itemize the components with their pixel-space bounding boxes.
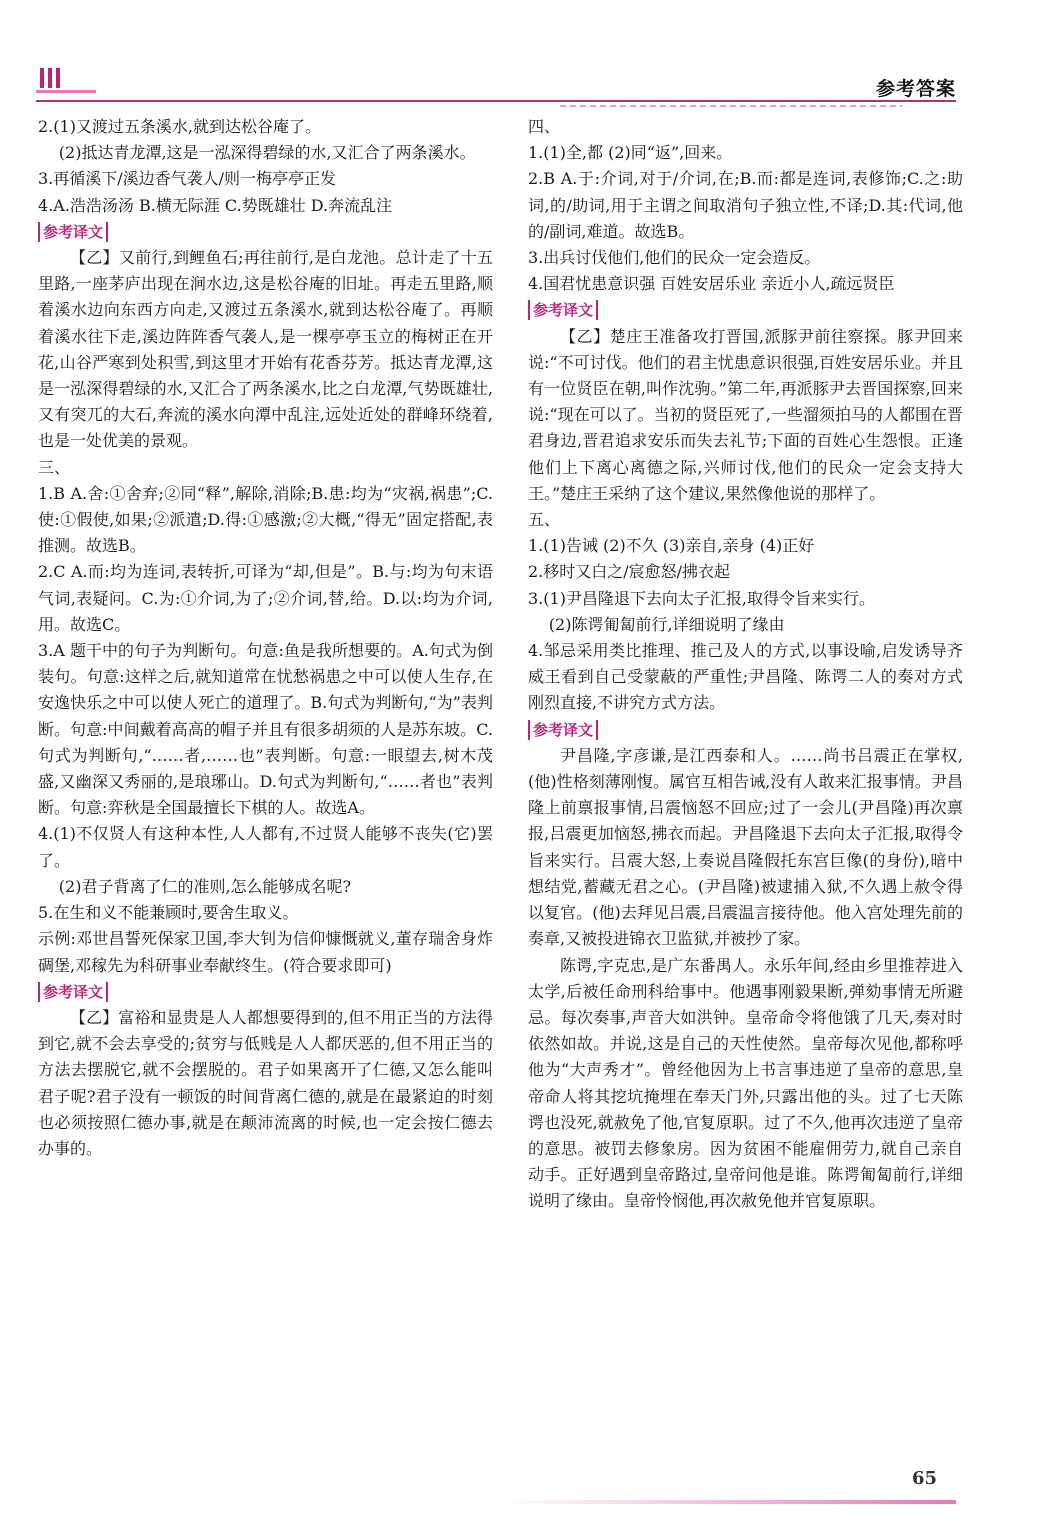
text-paragraph: 1.(1)全,都 (2)同“返”,回来。 — [528, 143, 733, 163]
text-paragraph: 2.移时又白之/宸愈怒/拂衣起 — [528, 562, 731, 582]
text-paragraph: 1.(1)告诫 (2)不久 (3)亲自,亲身 (4)正好 — [528, 536, 815, 556]
text-paragraph: 【乙】楚庄王准备攻打晋国,派豚尹前往察探。豚尹回来说:“不可讨伐。他们的君主忧患意识很强,百姓安居乐业。并且有一位贤臣在朝,叫作沈驹。”第二年,再派豚尹去晋国探察,回来说:“现在可以了。当初的贤臣死了,一些溜须拍马的人都围在晋君身边,晋君追求安乐而失去礼节;下面的百姓心生怨恨。正逢他们上下离心离德之际,兴师讨伐,他们的民众一定会支持大王。”楚庄王采纳了这个建议,果然像他说的那样了。 — [528, 326, 963, 503]
header-dotted-divider — [560, 105, 902, 107]
text-paragraph: 【乙】又前行,到鲤鱼石;再往前行,是白龙池。总计走了十五里路,一座茅庐出现在涧水边,这是松谷庵的旧址。再走五里路,顺着溪水边向东西方向走,又渡过五条溪水,就到达松谷庵了。再顺着溪水往下走,溪边阵阵香气袭人,是一棵亭亭玉立的梅树正在开花,山谷严寒到处积雪,到这里才开始有花香芬芳。抵达青龙潭,这是一泓深得碧绿的水,又汇合了两条溪水,比之白龙潭,气势既雄壮,又有突兀的大石,奔流的溪水向潭中乱注,远处近处的群峰环绕着,也是一处优美的景观。 — [38, 248, 493, 451]
text-paragraph: 2.C A.而:均为连词,表转折,可译为“却,但是”。B.与:均为句末语气词,表疑问。C.为:①介词,为了;②介词,替,给。D.以:均为介词,用。故选C。 — [38, 562, 493, 634]
text-paragraph: 三、 — [38, 457, 71, 477]
left-column — [38, 114, 493, 1162]
text-paragraph: 2.(1)又渡过五条溪水,就到达松谷庵了。 — [38, 117, 322, 136]
text-paragraph: 3.出兵讨伐他们,他们的民众一定会造反。 — [528, 248, 821, 268]
text-paragraph: 3.再循溪下/溪边香气袭人/则一梅亭亭正发 — [38, 169, 337, 189]
section-tag: 参考译文 — [38, 982, 108, 1002]
brand-logo-icon — [36, 58, 110, 98]
text-paragraph: 3.A 题干中的句子为判断句。句意:鱼是我所想要的。A.句式为倒装句。句意:这样之后,就知道常在忧愁祸患之中可以使人生存,在安逸快乐之中可以使人死亡的道理了。B.句式为判断句,“为”表判断。句意:中间戴着高高的帽子并且有很多胡须的人是苏东坡。C.句式为判断句,“……者,……也”表判断。句意:一眼望去,树木茂盛,又幽深又秀丽的,是琅琊山。D.句式为判断句,“……者也”表判断。句意:弈秋是全国最擅长下棋的人。故选A。 — [38, 641, 493, 818]
page-number: 65 — [912, 1468, 938, 1489]
text-paragraph: 4.A.浩浩汤汤 B.横无际涯 C.势既雄壮 D.奔流乱注 — [38, 195, 393, 215]
text-paragraph: 4.国君忧患意识强 百姓安居乐业 亲近小人,疏远贤臣 — [528, 274, 895, 294]
text-paragraph: 2.B A.于:介词,对于/介词,在;B.而:都是连词,表修饰;C.之:助词,的/助词,用于主谓之间取消句子独立性,不译;D.其:代词,他的/副词,难道。故选B。 — [528, 169, 963, 241]
text-paragraph: 四、 — [528, 117, 561, 136]
text-paragraph: 五、 — [528, 510, 561, 530]
page-title: 参考答案 — [875, 78, 956, 100]
text-paragraph: 尹昌隆,字彦谦,是江西泰和人。……尚书吕震正在掌权,(他)性格刻薄刚愎。属官互相告诫,没有人敢来汇报事情。尹昌隆上前禀报事情,吕震恼怒不回应;过了一会儿(尹昌隆)再次禀报,吕震更加恼怒,拂衣而起。尹昌隆退下去向太子汇报,取得令旨来实行。吕震大怒,上奏说昌隆假托东宫巨像(的身份),暗中想结党,蓄藏无君之心。(尹昌隆)被逮捕入狱,不久遇上赦令得以复官。(他)去拜见吕震,吕震温言接待他。他入宫处理先前的奏章,又被投进锦衣卫监狱,并被抄了家。 — [528, 745, 963, 949]
text-paragraph: 1.B A.舍:①舍弃;②同“释”,解除,消除;B.患:均为“灾祸,祸患”;C.使:①假使,如果;②派遣;D.得:①感激;②大概,“得无”固定搭配,表推测。故选B。 — [38, 483, 493, 556]
text-paragraph: 4.(1)不仅贤人有这种本性,人人都有,不过贤人能够不丧失(它)罢了。 — [38, 824, 493, 870]
page-header — [0, 0, 1052, 110]
text-paragraph: 示例:邓世昌誓死保家卫国,李大钊为信仰慷慨就义,董存瑞舍身炸碉堡,邓稼先为科研事业奉献终生。(符合要求即可) — [38, 929, 493, 975]
text-paragraph: 5.在生和义不能兼顾时,要舍生取义。 — [38, 903, 299, 923]
text-paragraph: 陈谔,字克忠,是广东番禺人。永乐年间,经由乡里推荐进入太学,后被任命刑科给事中。他遇事刚毅果断,弹劾事情无所避忌。每次奏事,声音大如洪钟。皇帝命令将他饿了几天,奏对时依然如故。并说,这是自己的天性使然。皇帝每次见他,都称呼他为“大声秀才”。曾经他因为上书言事违逆了皇帝的意思,皇帝命人将其挖坑掩埋在奉天门外,只露出他的头。过了七天陈谔也没死,就赦免了他,官复原职。过了不久,他再次违逆了皇帝的意思。被罚去修象房。因为贫困不能雇佣劳力,就自己亲自动手。正好遇到皇帝路过,皇帝问他是谁。陈谔匍匐前行,详细说明了缘由。皇帝怜悯他,再次赦免他并官复原职。 — [528, 955, 963, 1211]
section-tag: 参考译文 — [528, 300, 598, 320]
right-column — [528, 114, 963, 1215]
header-divider — [36, 100, 956, 102]
text-paragraph: (2)抵达青龙潭,这是一泓深得碧绿的水,又汇合了两条溪水。 — [58, 143, 476, 163]
text-paragraph: (2)陈谔匍匐前行,详细说明了缘由 — [548, 614, 785, 634]
footer-bar — [500, 1500, 956, 1504]
section-tag: 参考译文 — [38, 222, 108, 242]
text-paragraph: 4.邹忌采用类比推理、推己及人的方式,以事设喻,启发诱导齐威王看到自己受蒙蔽的严重性;尹昌隆、陈谔二人的奏对方式刚烈直接,不讲究方式方法。 — [528, 641, 963, 713]
text-paragraph: (2)君子背离了仁的准则,怎么能够成名呢? — [58, 876, 352, 896]
text-paragraph: 【乙】富裕和显贵是人人都想要得到的,但不用正当的方法得到它,就不会去享受的;贫穷与低贱是人人都厌恶的,但不用正当的方法去摆脱它,就不会摆脱的。君子如果离开了仁德,又怎么能叫君子呢?君子没有一顿饭的时间背离仁德的,就是在最紧迫的时刻也必须按照仁德办事,就是在颠沛流离的时候,也一定会按仁德去办事的。 — [38, 1007, 493, 1158]
section-tag: 参考译文 — [528, 720, 598, 740]
text-paragraph: 3.(1)尹昌隆退下去向太子汇报,取得令旨来实行。 — [528, 588, 876, 608]
